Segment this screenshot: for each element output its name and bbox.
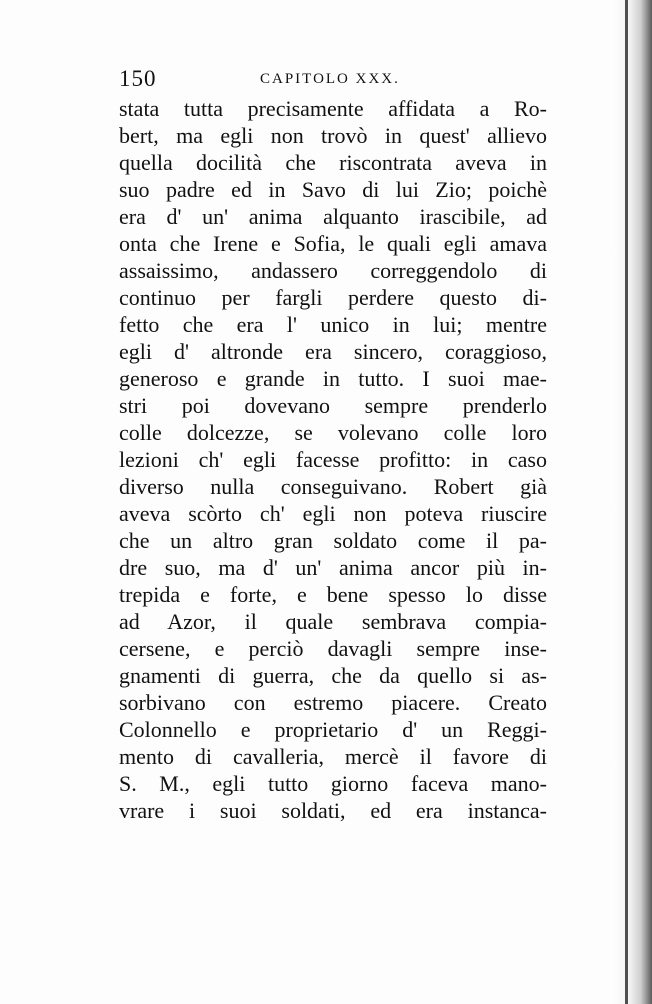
text-line: dre suo, ma d' un' anima ancor più in- (119, 555, 547, 580)
text-line: che un altro gran soldato come il pa- (119, 528, 547, 553)
page-edge-line (625, 0, 628, 1004)
text-line: cersene, e perciò davagli sempre inse- (119, 636, 547, 661)
text-line: fetto che era l' unico in lui; mentre (119, 312, 547, 337)
page-binding-edge (614, 0, 652, 1004)
text-line: ad Azor, il quale sembrava compia- (119, 609, 547, 634)
text-line: mento di cavalleria, mercè il favore di (119, 744, 547, 769)
text-line: stri poi dovevano sempre prenderlo (119, 393, 547, 418)
text-line: vrare i suoi soldati, ed era instanca- (119, 798, 547, 823)
running-head: CAPITOLO XXX. (260, 71, 400, 87)
text-line: era d' un' anima alquanto irascibile, ad (119, 204, 547, 229)
text-line: sorbivano con estremo piacere. Creato (119, 690, 547, 715)
text-line: bert, ma egli non trovò in quest' allievo (119, 123, 547, 148)
text-line: onta che Irene e Sofia, le quali egli amava (119, 231, 547, 256)
text-line: continuo per fargli perdere questo di- (119, 285, 547, 310)
text-line: quella docilità che riscontrata aveva in (119, 150, 547, 175)
text-line: colle dolcezze, se volevano colle loro (119, 420, 547, 445)
text-line: suo padre ed in Savo di lui Zio; poichè (119, 177, 547, 202)
text-line: diverso nulla conseguivano. Robert già (119, 474, 547, 499)
text-line: aveva scòrto ch' egli non poteva riuscire (119, 501, 547, 526)
text-line: lezioni ch' egli facesse profitto: in caso (119, 447, 547, 472)
text-line: egli d' altronde era sincero, coraggioso, (119, 339, 547, 364)
text-line: generoso e grande in tutto. I suoi mae- (119, 366, 547, 391)
page-header (119, 66, 539, 92)
body-text (119, 95, 547, 824)
text-line: S. M., egli tutto giorno faceva mano- (119, 771, 547, 796)
text-line: gnamenti di guerra, che da quello si as- (119, 663, 547, 688)
text-line: trepida e forte, e bene spesso lo disse (119, 582, 547, 607)
page-number: 150 (119, 66, 157, 91)
text-line: Colonnello e proprietario d' un Reggi- (119, 717, 547, 742)
text-line: stata tutta precisamente affidata a Ro- (119, 96, 547, 121)
text-line: assaissimo, andassero correggendolo di (119, 258, 547, 283)
